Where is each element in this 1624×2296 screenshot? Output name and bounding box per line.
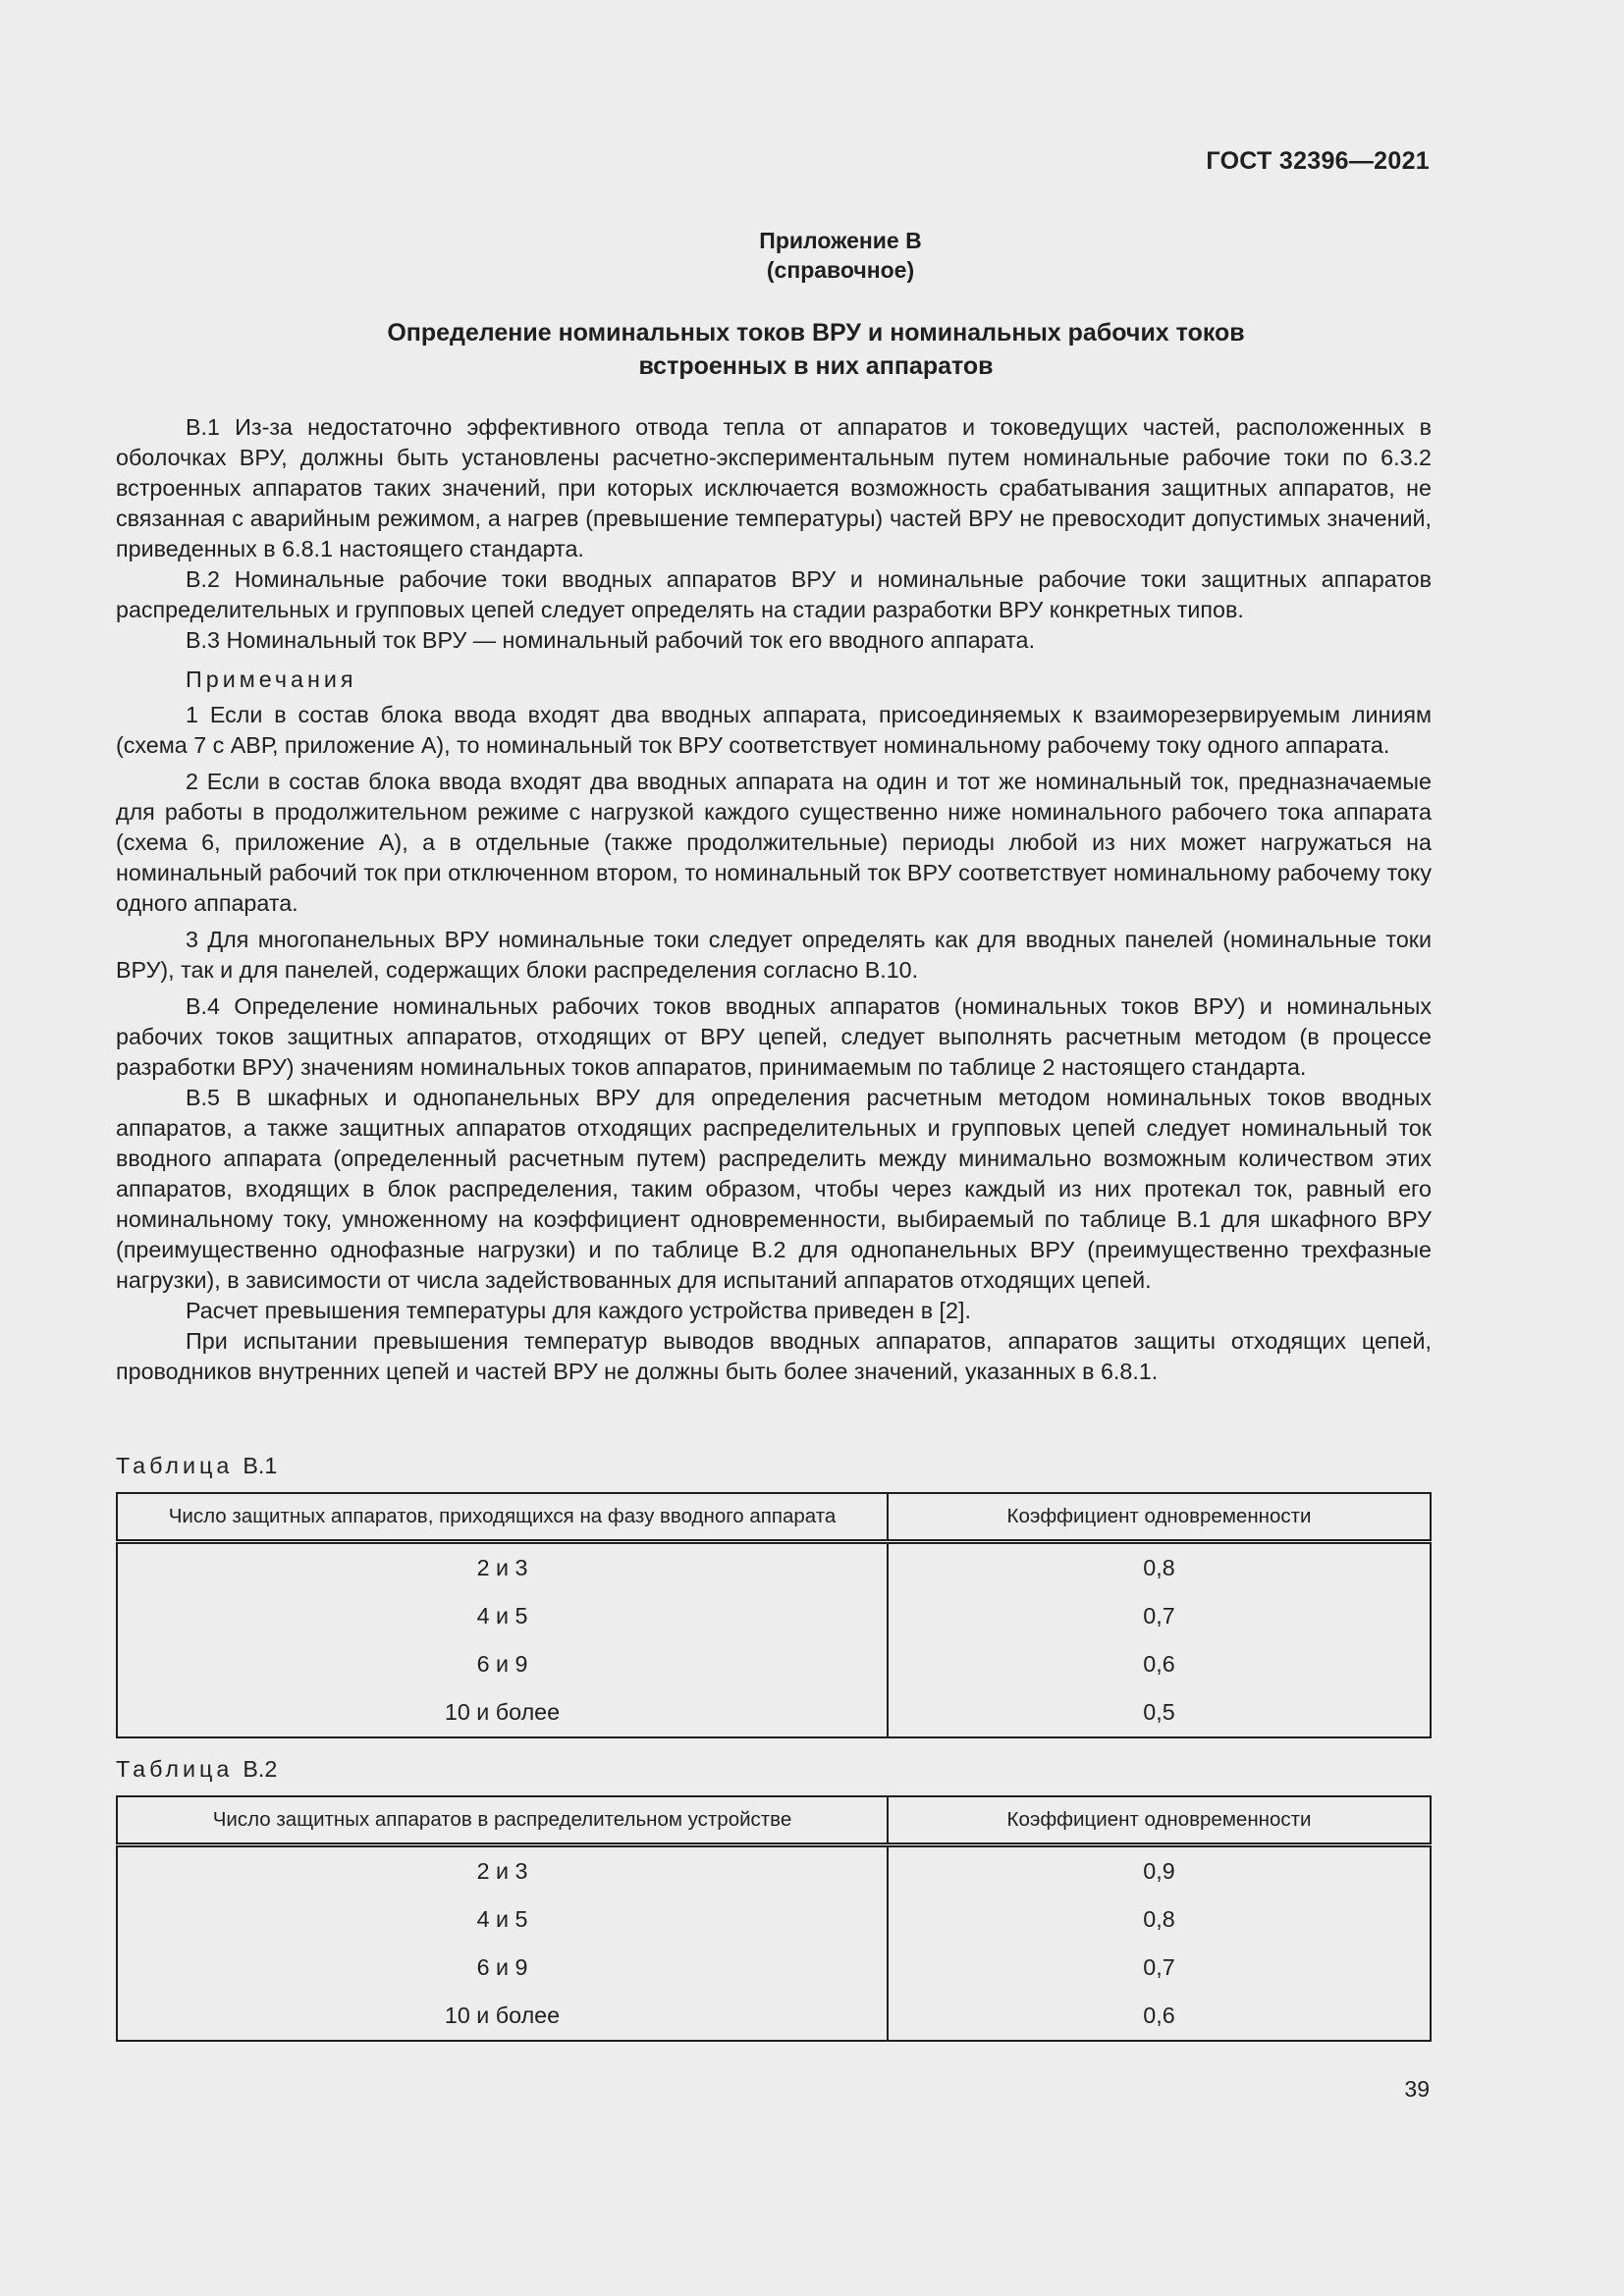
table-b1-caption <box>116 1453 277 1479</box>
appendix-title: Приложение В <box>759 228 922 253</box>
table-cell-coefficient: 0,8 <box>888 1542 1431 1593</box>
table-row <box>117 1944 1431 1992</box>
table-cell-count: 2 и 3 <box>117 1542 888 1593</box>
table-b2-header-coefficient: Коэффициент одновременности <box>888 1796 1431 1845</box>
paragraph-b5: В.5 В шкафных и однопанельных ВРУ для определения расчетным методом номинальных токов вводных аппаратов, а также защитных аппаратов отходящих распределительных и групповых цепей следует номинальный ток вводного аппарата (определенный расчетным путем) распределить между минимально возможным количеством этих аппаратов, входящих в блок распределения, таким образом, чтобы через каждый из них протекал ток, равный его номинальному току, умноженному на коэффициент одновременности, выбираемый по таблице В.1 для шкафного ВРУ (преимущественно однофазные нагрузки) и по таблице В.2 для однопанельных ВРУ (преимущественно трехфазные нагрузки), в зависимости от числа задействованных для испытаний аппаратов отходящих цепей. <box>116 1085 1432 1293</box>
table-cell-coefficient: 0,8 <box>888 1896 1431 1944</box>
document-number: ГОСТ 32396—2021 <box>1206 147 1430 175</box>
table-row <box>117 1992 1431 2041</box>
table-cell-coefficient: 0,9 <box>888 1845 1431 1896</box>
table-b1-caption-word: Таблица <box>116 1453 234 1478</box>
table-b2-header-row <box>117 1796 1431 1845</box>
paragraph-b4: В.4 Определение номинальных рабочих токов вводных аппаратов (номинальных токов ВРУ) и номинальных рабочих токов защитных аппаратов, отходящих от ВРУ цепей, следует выполнять расчетным методом (в процессе разработки ВРУ) значениям номинальных токов аппаратов, принимаемым по таблице 2 настоящего стандарта. <box>116 993 1432 1080</box>
note-3: 3 Для многопанельных ВРУ номинальные токи следует определять как для вводных панелей (номинальные токи ВРУ), так и для панелей, содержащих блоки распределения согласно В.10. <box>116 927 1432 983</box>
table-b2-caption-word: Таблица <box>116 1756 234 1782</box>
table-cell-count: 6 и 9 <box>117 1944 888 1992</box>
table-b1 <box>116 1492 1432 1738</box>
table-cell-coefficient: 0,5 <box>888 1688 1431 1737</box>
body-text <box>116 412 1432 1387</box>
table-b1-header-coefficient: Коэффициент одновременности <box>888 1493 1431 1542</box>
table-b1-caption-number: В.1 <box>243 1453 278 1478</box>
paragraph-b5-calc: Расчет превышения температуры для каждого устройства приведен в [2]. <box>186 1298 971 1323</box>
table-cell-count: 2 и 3 <box>117 1845 888 1896</box>
section-title-line-1: Определение номинальных токов ВРУ и номинальных рабочих токов <box>387 319 1245 347</box>
appendix-subtitle: (справочное) <box>766 257 915 283</box>
paragraph-b2: В.2 Номинальные рабочие токи вводных аппаратов ВРУ и номинальные рабочие токи защитных аппаратов распределительных и групповых цепей следует определять на стадии разработки ВРУ конкретных типов. <box>116 566 1432 622</box>
table-row <box>117 1896 1431 1944</box>
table-cell-count: 6 и 9 <box>117 1640 888 1688</box>
table-cell-coefficient: 0,6 <box>888 1992 1431 2041</box>
table-row <box>117 1542 1431 1593</box>
section-title <box>0 316 1624 383</box>
paragraph-b5-test: При испытании превышения температур выводов вводных аппаратов, аппаратов защиты отходящих цепей, проводников внутренних цепей и частей ВРУ не должны быть более значений, указанных в 6.8.1. <box>116 1328 1432 1384</box>
table-cell-count: 10 и более <box>117 1688 888 1737</box>
paragraph-b3: В.3 Номинальный ток ВРУ — номинальный рабочий ток его вводного аппарата. <box>186 627 1035 653</box>
table-b2-caption <box>116 1756 277 1783</box>
table-b2 <box>116 1795 1432 2042</box>
note-2: 2 Если в состав блока ввода входят два вводных аппарата на один и тот же номинальный ток, предназначаемые для работы в продолжительном режиме с нагрузкой каждого существенно ниже номинального рабочего тока аппарата (схема 6, приложение А), а в отдельные (также продолжительные) периоды любой из них может нагружаться на номинальный рабочий ток при отключенном втором, то номинальный ток ВРУ соответствует номинальному рабочему току одного аппарата. <box>116 769 1432 916</box>
table-cell-coefficient: 0,7 <box>888 1944 1431 1992</box>
table-cell-coefficient: 0,6 <box>888 1640 1431 1688</box>
table-row <box>117 1845 1431 1896</box>
table-b2-header-count: Число защитных аппаратов в распределительном устройстве <box>117 1796 888 1845</box>
page-number: 39 <box>1404 2076 1430 2102</box>
notes-heading: Примечания <box>186 667 357 692</box>
table-b2-caption-number: В.2 <box>243 1756 278 1782</box>
section-title-line-2: встроенных в них аппаратов <box>638 352 994 380</box>
table-row <box>117 1592 1431 1640</box>
table-cell-count: 10 и более <box>117 1992 888 2041</box>
table-cell-count: 4 и 5 <box>117 1592 888 1640</box>
table-cell-coefficient: 0,7 <box>888 1592 1431 1640</box>
table-row <box>117 1640 1431 1688</box>
appendix-heading <box>0 226 1624 285</box>
paragraph-b1: В.1 Из-за недостаточно эффективного отвода тепла от аппаратов и токоведущих частей, расположенных в оболочках ВРУ, должны быть установлены расчетно-экспериментальным путем номинальные рабочие токи по 6.3.2 встроенных аппаратов таких значений, при которых исключается возможность срабатывания защитных аппаратов, не связанная с аварийным режимом, а нагрев (превышение температуры) частей ВРУ не превосходит допустимых значений, приведенных в 6.8.1 настоящего стандарта. <box>116 414 1432 561</box>
table-b1-header-count: Число защитных аппаратов, приходящихся на фазу вводного аппарата <box>117 1493 888 1542</box>
table-row <box>117 1688 1431 1737</box>
table-b1-header-row <box>117 1493 1431 1542</box>
table-cell-count: 4 и 5 <box>117 1896 888 1944</box>
note-1: 1 Если в состав блока ввода входят два вводных аппарата, присоединяемых к взаиморезервируемым линиям (схема 7 с АВР, приложение А), то номинальный ток ВРУ соответствует номинальному рабочему току одного аппарата. <box>116 702 1432 758</box>
